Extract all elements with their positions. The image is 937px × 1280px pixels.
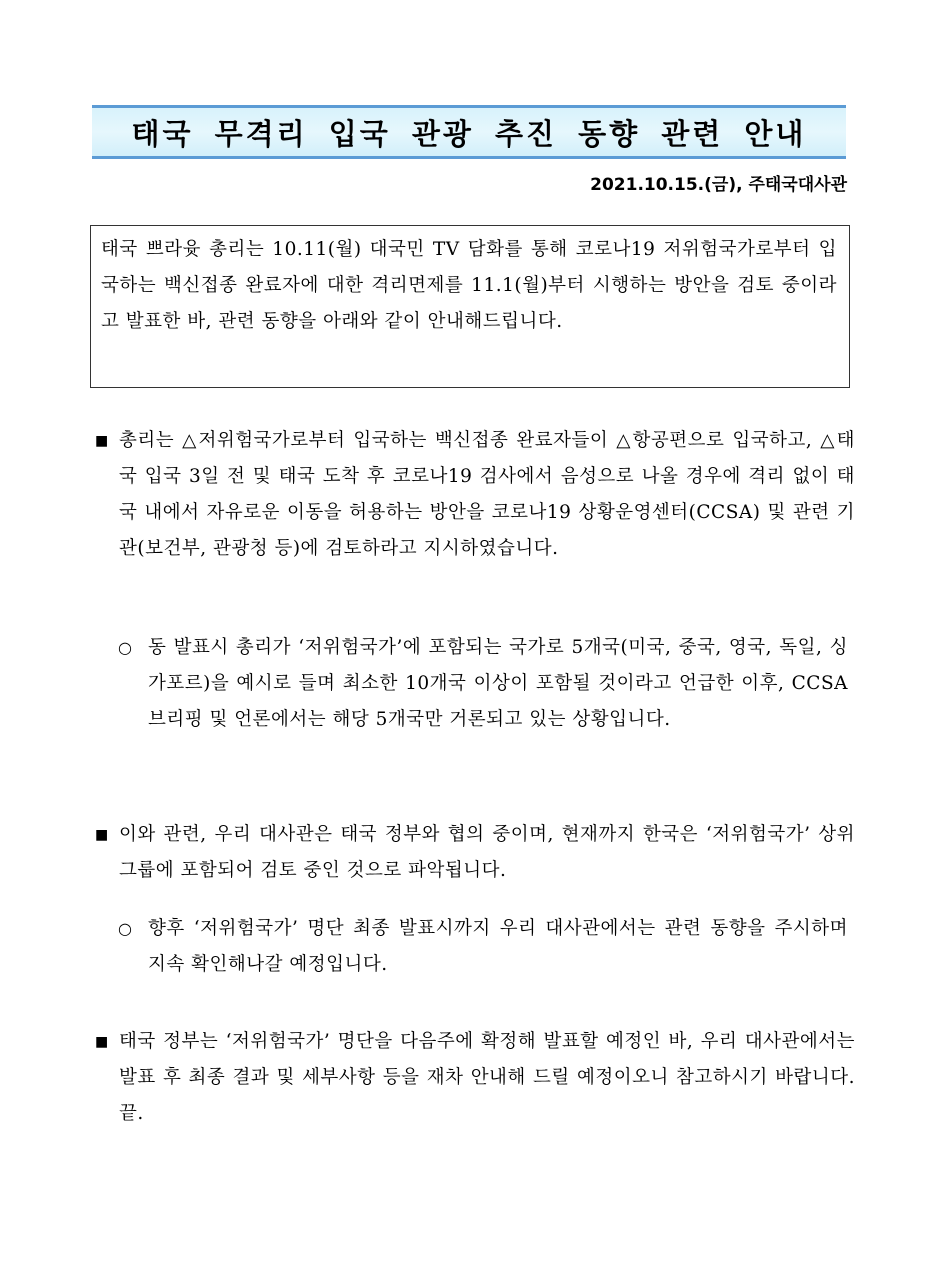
- document-title: 태국 무격리 입국 관광 추진 동향 관련 안내: [131, 116, 807, 151]
- date-sender-line: 2021.10.15.(금), 주태국대사관: [590, 175, 847, 195]
- section-1-sub-text: 동 발표시 총리가 ‘저위험국가’에 포함되는 국가로 5개국(미국, 중국, 영국, 독일, 싱가포르)을 예시로 들며 최소한 10개국 이상이 포함될 것이라고 언급한 이후, CCSA 브리핑 및 언론에서는 해당 5개국만 거론되고 있는 상황입니다.: [148, 637, 848, 730]
- title-banner: [92, 105, 846, 159]
- section-3: [95, 1024, 855, 1132]
- section-2-sub: [118, 911, 848, 983]
- section-1-text: 총리는 △저위험국가로부터 입국하는 백신접종 완료자들이 △항공편으로 입국하고, △태국 입국 3일 전 및 태국 도착 후 코로나19 검사에서 음성으로 나올 경우에 격리 없이 태국 내에서 자유로운 이동을 허용하는 방안을 코로나19 상황운영센터(CCSA) 및 관련 기관(보건부, 관광청 등)에 검토하라고 지시하였습니다.: [119, 430, 855, 559]
- square-bullet-icon: ■: [95, 827, 109, 843]
- intro-box: 태국 쁘라윳 총리는 10.11(월) 대국민 TV 담화를 통해 코로나19 저위험국가로부터 입국하는 백신접종 완료자에 대한 격리면제를 11.1(월)부터 시행하는 방안을 검토 중이라고 발표한 바, 관련 동향을 아래와 같이 안내해드립니다.: [90, 225, 850, 388]
- section-2-text: 이와 관련, 우리 대사관은 태국 정부와 협의 중이며, 현재까지 한국은 ‘저위험국가’ 상위 그룹에 포함되어 검토 중인 것으로 파악됩니다.: [119, 824, 855, 881]
- section-2: [95, 817, 855, 889]
- section-1: [95, 423, 855, 567]
- circle-bullet-icon: ○: [118, 919, 132, 938]
- square-bullet-icon: ■: [95, 1034, 109, 1050]
- square-bullet-icon: ■: [95, 433, 109, 449]
- section-2-sub-text: 향후 ‘저위험국가’ 명단 최종 발표시까지 우리 대사관에서는 관련 동향을 주시하며 지속 확인해나갈 예정입니다.: [148, 918, 848, 975]
- circle-bullet-icon: ○: [118, 638, 132, 657]
- section-3-text: 태국 정부는 ‘저위험국가’ 명단을 다음주에 확정해 발표할 예정인 바, 우리 대사관에서는 발표 후 최종 결과 및 세부사항 등을 재차 안내해 드릴 예정이오니 참고하시기 바랍니다. 끝.: [119, 1031, 855, 1124]
- section-1-sub: [118, 630, 848, 738]
